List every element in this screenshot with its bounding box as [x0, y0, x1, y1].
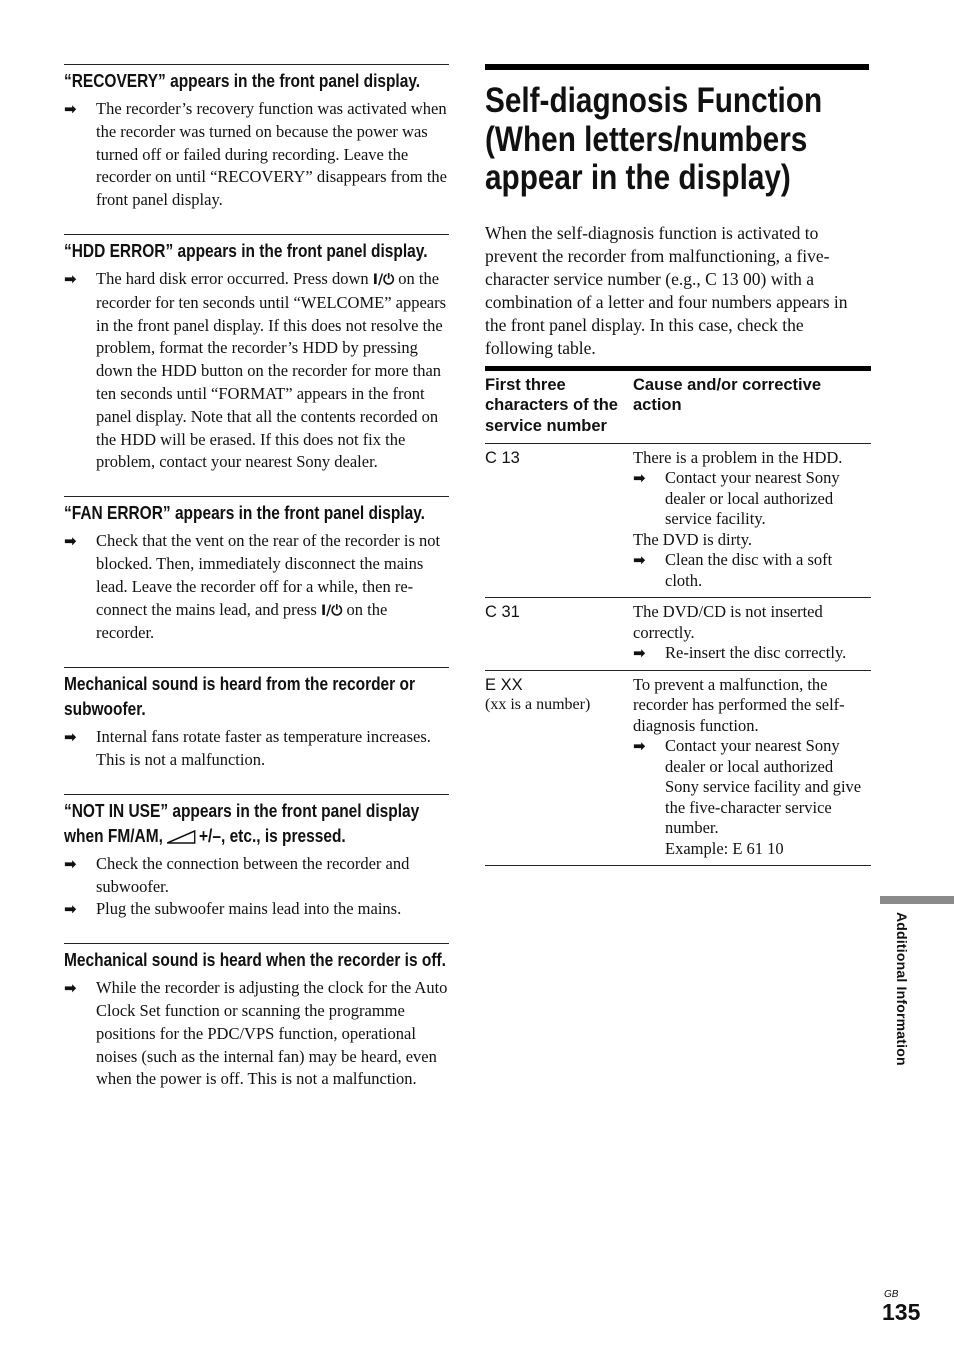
table-row [485, 671, 871, 867]
cause-text: To prevent a malfunction, the recorder has performed the self-diagnosis function. [633, 674, 845, 735]
item-text: Internal fans rotate faster as temperature increases. This is not a malfunction. [96, 727, 431, 769]
cause-text: There is a problem in the HDD. [633, 447, 843, 467]
page-number: 135 [882, 1299, 921, 1325]
block-heading: Mechanical sound is heard from the recorder or subwoofer. [64, 674, 415, 720]
arrow-icon: ➡ [64, 532, 77, 551]
arrow-icon: ➡ [64, 979, 77, 998]
intro-paragraph: When the self-diagnosis function is activated to prevent the recorder from malfunctioning, a five-character service number (e.g., C 13 00) with a combination of a letter and four numbers appears in the front panel display. In this case, check the following table. [485, 222, 848, 358]
title-rule [485, 64, 869, 70]
table-row [485, 598, 871, 671]
column-header-code: First three characters of the service number [485, 375, 618, 436]
left-column [64, 64, 449, 1091]
action-item [633, 736, 871, 859]
service-code: E XX [485, 675, 523, 694]
example-text: Example: E 61 10 [665, 838, 784, 858]
action-text: Re-insert the disc correctly. [665, 643, 847, 663]
section-tab-bar [880, 896, 954, 904]
arrow-icon: ➡ [633, 737, 646, 756]
arrow-icon: ➡ [633, 469, 646, 488]
item-text: Check the connection between the recorder and subwoofer. [96, 853, 410, 896]
item-text-post: on the recorder. [96, 599, 388, 643]
item-text [96, 530, 449, 645]
item-text-pre: Check that the vent on the rear of the recorder is not blocked. Then, immediately disconnect the mains lead. Leave the recorder off for a while, then re-connect the mains lead, and press [96, 531, 441, 619]
block-heading: “FAN ERROR” appears in the front panel display. [64, 503, 425, 524]
action-item [633, 468, 871, 530]
service-code-note: (xx is a number) [485, 696, 591, 714]
arrow-icon: ➡ [64, 728, 77, 747]
volume-ramp-icon [166, 830, 195, 844]
code-cell [485, 602, 633, 664]
cause-text: The DVD is dirty. [633, 529, 752, 549]
action-text: Contact your nearest Sony dealer or local authorized service facility. [665, 468, 840, 529]
power-icon: I/⏻ [320, 602, 343, 619]
page-region-label: GB [884, 1289, 899, 1300]
action-cell [633, 602, 871, 664]
list-item [64, 726, 449, 772]
section-title: Self-diagnosis Function (When letters/numbers appear in the display) [485, 81, 823, 197]
code-cell [485, 448, 633, 592]
action-item [633, 643, 871, 664]
trouble-hdd-error [64, 234, 449, 474]
arrow-icon: ➡ [64, 900, 77, 919]
table-header [485, 371, 871, 444]
cause-text: The DVD/CD is not inserted correctly. [633, 602, 823, 642]
block-heading: Mechanical sound is heard when the recorder is off. [64, 950, 446, 971]
item-text: Plug the subwoofer mains lead into the mains. [96, 899, 402, 919]
item-text [96, 268, 449, 474]
service-code: C 13 [485, 448, 520, 467]
list-item [64, 530, 449, 645]
list-item [64, 977, 449, 1091]
action-item [633, 550, 871, 591]
list-item [64, 98, 449, 212]
action-text: Clean the disc with a soft cloth. [665, 550, 833, 590]
service-code-table [485, 366, 871, 867]
service-code: C 31 [485, 603, 520, 622]
item-text: The recorder’s recovery function was activated when the recorder was turned on because the power was turned off or failed during recording. Leave the recorder on until “RECOVERY” disappears from the front panel display. [96, 99, 447, 210]
column-header-action: Cause and/or corrective action [633, 375, 821, 415]
trouble-mechanical-sound [64, 667, 449, 772]
block-heading: “HDD ERROR” appears in the front panel display. [64, 240, 428, 261]
power-icon: I/⏻ [372, 271, 395, 288]
block-heading: “RECOVERY” appears in the front panel display. [64, 71, 421, 91]
trouble-not-in-use [64, 794, 449, 921]
arrow-icon: ➡ [633, 551, 646, 570]
heading-pre: “NOT IN USE” appears in the front panel display when FM/AM, [64, 800, 420, 846]
arrow-icon: ➡ [64, 269, 77, 288]
section-tab-label: Additional Information [894, 912, 910, 1066]
code-cell [485, 675, 633, 860]
action-text-group [665, 736, 871, 859]
action-text: Contact your nearest Sony dealer or local authorized Sony service facility and give the five-character service number. [665, 736, 862, 838]
arrow-icon: ➡ [64, 100, 77, 118]
list-item [64, 898, 449, 921]
trouble-fan-error [64, 496, 449, 645]
action-cell [633, 448, 871, 592]
block-heading [64, 799, 448, 849]
action-cell [633, 675, 871, 860]
list-item [64, 853, 449, 899]
heading-post: +/–, etc., is pressed. [199, 825, 346, 846]
right-column [485, 64, 870, 866]
trouble-sound-when-off [64, 943, 449, 1091]
item-text: While the recorder is adjusting the clock for the Auto Clock Set function or scanning the programme positions for the PDC/VPS function, operational noises (such as the internal fan) may be heard, even when the power is off. This is not a malfunction. [96, 978, 448, 1089]
item-text-pre: The hard disk error occurred. Press down [96, 268, 369, 288]
list-item [64, 268, 449, 474]
trouble-recovery [64, 64, 449, 212]
arrow-icon: ➡ [64, 854, 77, 873]
arrow-icon: ➡ [633, 644, 646, 663]
item-text-post: on the recorder for ten seconds until “WELCOME” appears in the front panel display. If this does not resolve the problem, format the recorder’s HDD by pressing down the HDD button on the recorder for more than ten seconds until “FORMAT” appears in the front panel display. Note that all the contents recorded on the HDD will be erased. If this does not fix the problem, contact your nearest Sony dealer. [96, 268, 447, 472]
table-row [485, 444, 871, 599]
